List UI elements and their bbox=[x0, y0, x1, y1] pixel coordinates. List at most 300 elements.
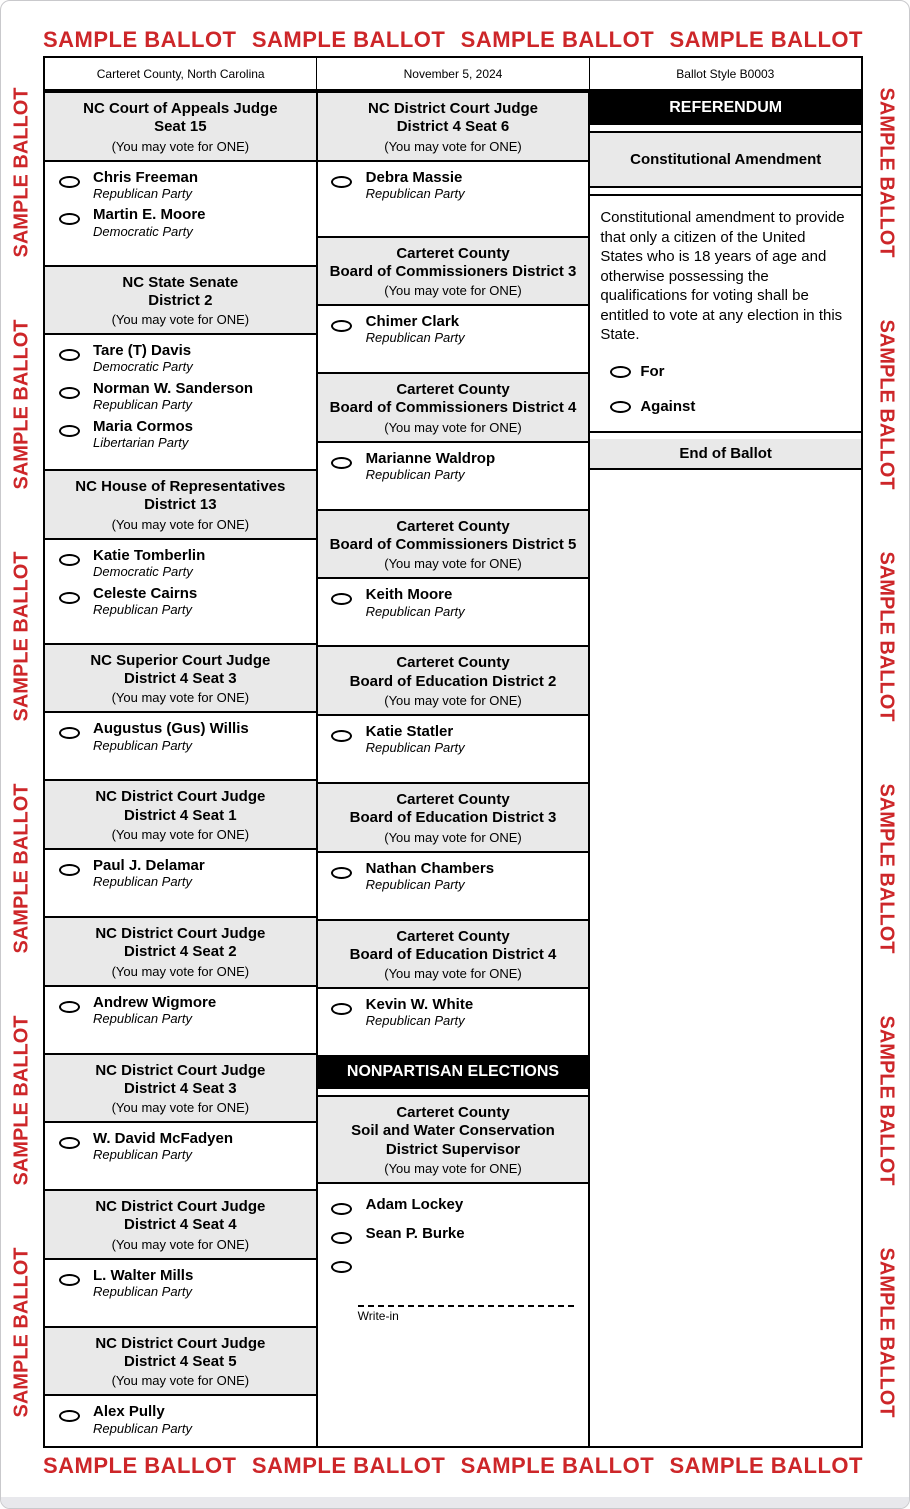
contest-title: NC District Court Judge bbox=[95, 1198, 266, 1216]
vote-instruction: (You may vote for ONE) bbox=[384, 829, 522, 845]
watermark-cell bbox=[2, 288, 42, 520]
candidate-row bbox=[318, 166, 589, 204]
vote-oval[interactable] bbox=[331, 1003, 352, 1015]
candidate-name: Marianne Waldrop bbox=[365, 449, 496, 467]
contest-header bbox=[318, 91, 589, 162]
contest-header bbox=[318, 645, 589, 716]
contest-title: Carteret County bbox=[396, 927, 510, 945]
contest-title: District 4 Seat 4 bbox=[124, 1216, 237, 1234]
watermark-cell bbox=[866, 56, 906, 288]
candidate-name: Debra Massie bbox=[365, 168, 463, 186]
contest-title: Board of Education District 4 bbox=[349, 945, 557, 963]
candidate-text bbox=[93, 1403, 192, 1436]
candidate-text bbox=[93, 994, 216, 1027]
candidate-area bbox=[318, 579, 589, 639]
vote-instruction: (You may vote for ONE) bbox=[111, 690, 250, 706]
vote-instruction: (You may vote for ONE) bbox=[384, 138, 522, 154]
candidate-text bbox=[366, 1196, 464, 1215]
measure-text: Constitutional amendment to provide that only a citizen of the United States who is 18 years of age and otherwise possessing the qualifications for voting shall be entitled to vote at any election in this State. bbox=[600, 209, 845, 343]
vote-instruction: (You may vote for ONE) bbox=[384, 419, 522, 435]
oval-cell bbox=[45, 418, 93, 451]
oval-cell bbox=[45, 547, 93, 580]
candidate-text bbox=[366, 586, 465, 619]
candidate-text bbox=[93, 418, 193, 451]
oval-cell bbox=[600, 361, 640, 380]
vote-oval[interactable] bbox=[331, 730, 352, 742]
county-name: Carteret County, North Carolina bbox=[45, 58, 317, 89]
sample-ballot-watermark: SAMPLE BALLOT bbox=[10, 1247, 33, 1417]
oval-cell bbox=[45, 1130, 93, 1163]
watermark-cell bbox=[2, 1216, 42, 1448]
candidate-name: Katie Tomberlin bbox=[93, 546, 206, 564]
sample-ballot-watermark: SAMPLE BALLOT bbox=[460, 27, 655, 52]
candidate-row bbox=[45, 203, 316, 241]
contest-block bbox=[45, 1189, 316, 1320]
candidate-text bbox=[93, 1130, 233, 1163]
ballot-grid bbox=[43, 56, 863, 1448]
vote-oval[interactable] bbox=[331, 176, 352, 188]
contest-title: District 4 Seat 1 bbox=[124, 806, 237, 824]
contest-title: Board of Education District 3 bbox=[349, 809, 557, 827]
watermark-cell bbox=[2, 56, 42, 288]
contest-title: District 4 Seat 6 bbox=[396, 118, 510, 136]
candidate-text bbox=[366, 996, 474, 1029]
vote-instruction: (You may vote for ONE) bbox=[111, 138, 250, 154]
candidate-party: Republican Party bbox=[365, 467, 465, 483]
ballot-column bbox=[45, 91, 318, 1446]
candidate-name: Chimer Clark bbox=[365, 313, 460, 331]
candidate-text bbox=[366, 723, 465, 756]
contest-title: NC District Court Judge bbox=[95, 1334, 266, 1352]
watermark-cell bbox=[866, 520, 906, 752]
sample-ballot-watermark: SAMPLE BALLOT bbox=[43, 27, 237, 52]
option-label: For bbox=[640, 362, 665, 380]
contest-title: District 4 Seat 3 bbox=[124, 670, 237, 688]
contest-header bbox=[45, 469, 316, 540]
candidate-area bbox=[318, 1184, 589, 1446]
write-in-line[interactable] bbox=[358, 1281, 575, 1307]
candidate-name: Nathan Chambers bbox=[365, 859, 495, 877]
sample-ballot-watermark: SAMPLE BALLOT bbox=[251, 1453, 446, 1478]
candidate-area bbox=[45, 1396, 316, 1446]
candidate-name: Maria Cormos bbox=[93, 417, 194, 435]
watermark-cell bbox=[866, 1216, 906, 1448]
oval-cell bbox=[45, 1403, 93, 1436]
contest-title: Seat 15 bbox=[154, 118, 207, 136]
option-row bbox=[600, 396, 851, 415]
contest-title: District Supervisor bbox=[385, 1140, 521, 1158]
vote-oval[interactable] bbox=[59, 176, 80, 188]
candidate-name: Norman W. Sanderson bbox=[93, 380, 254, 398]
sample-ballot-watermark: SAMPLE BALLOT bbox=[251, 27, 446, 52]
candidate-name: Martin E. Moore bbox=[93, 206, 206, 224]
sample-ballot-watermark: SAMPLE BALLOT bbox=[10, 1015, 33, 1185]
vote-instruction: (You may vote for ONE) bbox=[111, 1236, 250, 1252]
candidate-row bbox=[45, 582, 316, 620]
contest-header bbox=[45, 1189, 316, 1260]
ballot-column bbox=[318, 91, 591, 1446]
candidate-party: Democratic Party bbox=[93, 223, 193, 239]
contest-title: Board of Education District 2 bbox=[349, 672, 557, 690]
candidate-area bbox=[318, 443, 589, 503]
oval-cell bbox=[318, 1254, 366, 1273]
vote-instruction: (You may vote for ONE) bbox=[111, 1100, 250, 1116]
candidate-area bbox=[45, 162, 316, 259]
vote-oval[interactable] bbox=[59, 425, 80, 437]
oval-cell bbox=[45, 857, 93, 890]
candidate-row bbox=[45, 166, 316, 204]
vote-instruction: (You may vote for ONE) bbox=[384, 966, 522, 982]
candidate-name: L. Walter Mills bbox=[93, 1266, 194, 1284]
contest-block bbox=[318, 236, 589, 367]
contest-title: Carteret County bbox=[396, 1104, 510, 1122]
candidate-text bbox=[93, 585, 197, 618]
vote-oval[interactable] bbox=[610, 366, 631, 378]
candidate-text bbox=[93, 1267, 193, 1300]
contest-title: NC District Court Judge bbox=[95, 1061, 266, 1079]
watermark-cell bbox=[2, 520, 42, 752]
contest-title: NC District Court Judge bbox=[95, 924, 266, 942]
vote-instruction: (You may vote for ONE) bbox=[384, 283, 522, 299]
vote-oval[interactable] bbox=[59, 213, 80, 225]
sample-ballot-watermark: SAMPLE BALLOT bbox=[10, 319, 33, 489]
candidate-area bbox=[318, 989, 589, 1049]
candidate-row bbox=[318, 993, 589, 1031]
candidate-text bbox=[93, 720, 249, 753]
candidate-area bbox=[45, 1123, 316, 1183]
vote-oval[interactable] bbox=[59, 554, 80, 566]
candidate-row bbox=[45, 339, 316, 377]
candidate-party: Republican Party bbox=[93, 397, 192, 413]
right-watermark-column bbox=[866, 56, 906, 1448]
contest-header bbox=[318, 1095, 589, 1184]
vote-oval[interactable] bbox=[59, 1410, 80, 1422]
oval-cell bbox=[318, 1196, 366, 1215]
contest-title: NC House of Representatives bbox=[75, 478, 286, 496]
candidate-name: Sean P. Burke bbox=[365, 1225, 465, 1243]
measure-body bbox=[590, 194, 861, 433]
oval-cell bbox=[318, 860, 366, 893]
contest-title: District 4 Seat 3 bbox=[124, 1079, 237, 1097]
candidate-party: Republican Party bbox=[93, 1147, 192, 1163]
vote-oval[interactable] bbox=[59, 592, 80, 604]
candidate-text bbox=[93, 206, 206, 239]
candidate-name: Andrew Wigmore bbox=[93, 993, 217, 1011]
sample-ballot-watermark: SAMPLE BALLOT bbox=[460, 1453, 655, 1478]
contest-title: Carteret County bbox=[396, 381, 510, 399]
contest-block bbox=[45, 916, 316, 1047]
contest-header bbox=[45, 265, 316, 336]
candidate-party: Republican Party bbox=[93, 874, 192, 890]
vote-oval[interactable] bbox=[59, 387, 80, 399]
sample-ballot-watermark: SAMPLE BALLOT bbox=[669, 1453, 863, 1478]
contest-block bbox=[45, 469, 316, 637]
end-of-ballot-bar: End of Ballot bbox=[590, 439, 861, 470]
candidate-row bbox=[318, 1217, 589, 1246]
vote-instruction: (You may vote for ONE) bbox=[111, 963, 250, 979]
candidate-row bbox=[318, 857, 589, 895]
section-header-bar: NONPARTISAN ELECTIONS bbox=[318, 1055, 589, 1089]
contest-title: Board of Commissioners District 5 bbox=[329, 536, 577, 554]
candidate-row bbox=[45, 377, 316, 415]
option-label: Against bbox=[640, 397, 696, 415]
contest-title: District 4 Seat 5 bbox=[124, 1353, 237, 1371]
candidate-party: Republican Party bbox=[365, 740, 465, 756]
candidate-text bbox=[366, 450, 495, 483]
vote-instruction: (You may vote for ONE) bbox=[384, 556, 522, 572]
oval-cell bbox=[318, 313, 366, 346]
candidate-text bbox=[93, 547, 205, 580]
sample-ballot-watermark: SAMPLE BALLOT bbox=[10, 551, 33, 721]
page-edge-strip bbox=[1, 1497, 909, 1508]
contest-title: NC District Court Judge bbox=[95, 788, 266, 806]
watermark-cell bbox=[866, 288, 906, 520]
candidate-party: Republican Party bbox=[93, 185, 192, 201]
watermark-cell bbox=[866, 984, 906, 1216]
sample-ballot-watermark: SAMPLE BALLOT bbox=[875, 87, 898, 257]
contest-block bbox=[318, 1095, 589, 1446]
top-watermark-row bbox=[43, 27, 863, 53]
candidate-party: Republican Party bbox=[365, 603, 465, 619]
vote-oval[interactable] bbox=[59, 1001, 80, 1013]
section-header-bar: REFERENDUM bbox=[590, 91, 861, 125]
vote-instruction: (You may vote for ONE) bbox=[384, 1161, 522, 1177]
oval-cell bbox=[318, 169, 366, 202]
candidate-text bbox=[366, 860, 494, 893]
candidate-row bbox=[318, 1246, 589, 1275]
vote-oval[interactable] bbox=[331, 593, 352, 605]
oval-cell bbox=[45, 1267, 93, 1300]
sample-ballot-watermark: SAMPLE BALLOT bbox=[43, 1453, 237, 1478]
ballot-columns bbox=[45, 91, 861, 1446]
contest-title: District 2 bbox=[148, 291, 213, 309]
candidate-row bbox=[45, 1264, 316, 1302]
sample-ballot-watermark: SAMPLE BALLOT bbox=[875, 783, 898, 953]
vote-oval[interactable] bbox=[59, 349, 80, 361]
oval-cell bbox=[318, 450, 366, 483]
contest-block bbox=[45, 1053, 316, 1184]
contest-title: Soil and Water Conservation bbox=[351, 1122, 555, 1140]
candidate-party: Republican Party bbox=[365, 1013, 465, 1029]
contest-title: Carteret County bbox=[396, 517, 510, 535]
vote-oval[interactable] bbox=[610, 401, 631, 413]
contest-title: Board of Commissioners District 4 bbox=[329, 399, 577, 417]
candidate-row bbox=[45, 991, 316, 1029]
candidate-party: Libertarian Party bbox=[93, 435, 189, 451]
ballot-style: Ballot Style B0003 bbox=[676, 66, 775, 81]
option-row bbox=[600, 361, 851, 380]
contest-block bbox=[318, 919, 589, 1050]
candidate-text bbox=[93, 857, 205, 890]
contest-title: NC State Senate bbox=[122, 273, 239, 291]
vote-instruction: (You may vote for ONE) bbox=[111, 1373, 250, 1389]
vote-oval[interactable] bbox=[59, 727, 80, 739]
oval-cell bbox=[600, 396, 640, 415]
contest-block bbox=[45, 265, 316, 464]
left-watermark-column bbox=[2, 56, 42, 1448]
candidate-area bbox=[318, 853, 589, 913]
vote-oval[interactable] bbox=[59, 1274, 80, 1286]
sample-ballot-watermark: SAMPLE BALLOT bbox=[669, 27, 863, 52]
candidate-text bbox=[93, 380, 253, 413]
contest-header bbox=[45, 1326, 316, 1397]
contest-header bbox=[318, 236, 589, 307]
candidate-name: Chris Freeman bbox=[93, 168, 199, 186]
candidate-row bbox=[318, 447, 589, 485]
candidate-text bbox=[366, 313, 465, 346]
candidate-party: Republican Party bbox=[365, 876, 465, 892]
contest-title: Carteret County bbox=[396, 790, 510, 808]
candidate-text bbox=[366, 169, 465, 202]
ballot-info-bar bbox=[45, 58, 861, 91]
candidate-area bbox=[45, 987, 316, 1047]
candidate-area bbox=[45, 850, 316, 910]
sample-ballot-watermark: SAMPLE BALLOT bbox=[875, 551, 898, 721]
candidate-party: Republican Party bbox=[93, 1284, 192, 1299]
candidate-area bbox=[45, 540, 316, 637]
contest-block bbox=[45, 91, 316, 259]
contest-block bbox=[318, 372, 589, 503]
candidate-area bbox=[45, 713, 316, 773]
candidate-party: Republican Party bbox=[93, 737, 192, 753]
oval-cell bbox=[45, 206, 93, 239]
sample-ballot-watermark: SAMPLE BALLOT bbox=[10, 783, 33, 953]
oval-cell bbox=[45, 994, 93, 1027]
candidate-area bbox=[45, 335, 316, 463]
sample-ballot-watermark: SAMPLE BALLOT bbox=[10, 87, 33, 257]
contest-title: District 4 Seat 2 bbox=[124, 943, 237, 961]
candidate-row bbox=[45, 415, 316, 453]
election-date: November 5, 2024 bbox=[317, 58, 589, 89]
candidate-row bbox=[45, 1127, 316, 1165]
vote-oval[interactable] bbox=[331, 1232, 352, 1244]
contest-block bbox=[318, 91, 589, 230]
candidate-area bbox=[318, 306, 589, 366]
contest-header bbox=[318, 509, 589, 580]
candidate-row bbox=[45, 854, 316, 892]
bottom-watermark-row bbox=[43, 1453, 863, 1479]
watermark-cell bbox=[2, 752, 42, 984]
vote-oval[interactable] bbox=[331, 457, 352, 469]
candidate-name: Celeste Cairns bbox=[93, 584, 198, 602]
contest-title: NC District Court Judge bbox=[368, 100, 539, 117]
candidate-party: Republican Party bbox=[93, 601, 192, 617]
candidate-row bbox=[318, 720, 589, 758]
vote-instruction: (You may vote for ONE) bbox=[111, 312, 250, 328]
vote-instruction: (You may vote for ONE) bbox=[384, 692, 522, 708]
vote-oval[interactable] bbox=[59, 1137, 80, 1149]
empty-area bbox=[590, 476, 861, 1447]
oval-cell bbox=[318, 723, 366, 756]
contest-header bbox=[45, 1053, 316, 1124]
oval-cell bbox=[45, 342, 93, 375]
contest-title: Carteret County bbox=[396, 244, 510, 262]
ballot-column bbox=[590, 91, 861, 1446]
sample-ballot-watermark: SAMPLE BALLOT bbox=[875, 1015, 898, 1185]
watermark-cell bbox=[2, 984, 42, 1216]
contest-title: District 13 bbox=[144, 496, 217, 514]
candidate-row bbox=[45, 717, 316, 755]
candidate-row bbox=[318, 583, 589, 621]
vote-oval[interactable] bbox=[331, 1261, 352, 1273]
oval-cell bbox=[318, 1225, 366, 1244]
candidate-text bbox=[93, 169, 198, 202]
measure-title: Constitutional Amendment bbox=[590, 131, 861, 188]
candidate-name: Kevin W. White bbox=[365, 996, 474, 1014]
contest-block bbox=[45, 1326, 316, 1446]
candidate-name: Paul J. Delamar bbox=[93, 856, 205, 874]
candidate-text bbox=[366, 1225, 465, 1244]
contest-title: NC Court of Appeals Judge bbox=[83, 100, 278, 117]
write-in-label: Write-in bbox=[357, 1309, 399, 1324]
contest-header bbox=[45, 91, 316, 162]
contest-header bbox=[318, 372, 589, 443]
contest-header bbox=[45, 779, 316, 850]
candidate-party: Republican Party bbox=[93, 1420, 192, 1436]
candidate-area bbox=[318, 716, 589, 776]
contest-header bbox=[318, 782, 589, 853]
contest-header bbox=[318, 919, 589, 990]
candidate-party: Democratic Party bbox=[93, 359, 193, 375]
candidate-name: W. David McFadyen bbox=[93, 1130, 234, 1148]
candidate-name: Alex Pully bbox=[93, 1403, 165, 1421]
sample-ballot-watermark: SAMPLE BALLOT bbox=[875, 319, 898, 489]
vote-oval[interactable] bbox=[59, 864, 80, 876]
contest-block bbox=[318, 782, 589, 913]
contest-header bbox=[45, 916, 316, 987]
candidate-row bbox=[45, 1400, 316, 1438]
candidate-name: Katie Statler bbox=[365, 722, 454, 740]
contest-block bbox=[45, 779, 316, 910]
oval-cell bbox=[318, 586, 366, 619]
contest-block bbox=[318, 509, 589, 640]
vote-instruction: (You may vote for ONE) bbox=[111, 826, 250, 842]
oval-cell bbox=[318, 996, 366, 1029]
candidate-name: Adam Lockey bbox=[365, 1196, 464, 1214]
contest-block bbox=[45, 643, 316, 774]
vote-oval[interactable] bbox=[331, 320, 352, 332]
candidate-area bbox=[318, 162, 589, 230]
candidate-name: Tare (T) Davis bbox=[93, 342, 192, 360]
contest-block bbox=[318, 645, 589, 776]
candidate-party: Republican Party bbox=[365, 185, 465, 201]
contest-title: Board of Commissioners District 3 bbox=[329, 262, 577, 280]
candidate-party: Republican Party bbox=[93, 1010, 192, 1026]
contest-title: Carteret County bbox=[396, 654, 510, 672]
contest-header bbox=[45, 643, 316, 714]
vote-instruction: (You may vote for ONE) bbox=[111, 516, 250, 532]
watermark-cell bbox=[866, 752, 906, 984]
candidate-party: Democratic Party bbox=[93, 564, 193, 580]
oval-cell bbox=[45, 169, 93, 202]
candidate-row bbox=[318, 1188, 589, 1217]
candidate-name: Keith Moore bbox=[365, 586, 453, 604]
oval-cell bbox=[45, 585, 93, 618]
write-in-area bbox=[318, 1275, 589, 1323]
candidate-area bbox=[45, 1260, 316, 1320]
vote-oval[interactable] bbox=[331, 1203, 352, 1215]
sample-ballot-watermark: SAMPLE BALLOT bbox=[875, 1247, 898, 1417]
candidate-text bbox=[93, 342, 193, 375]
candidate-row bbox=[45, 544, 316, 582]
candidate-row bbox=[318, 310, 589, 348]
vote-oval[interactable] bbox=[331, 867, 352, 879]
oval-cell bbox=[45, 380, 93, 413]
contest-title: NC Superior Court Judge bbox=[90, 651, 271, 669]
candidate-party: Republican Party bbox=[365, 330, 465, 346]
candidate-name: Augustus (Gus) Willis bbox=[93, 720, 249, 738]
oval-cell bbox=[45, 720, 93, 753]
